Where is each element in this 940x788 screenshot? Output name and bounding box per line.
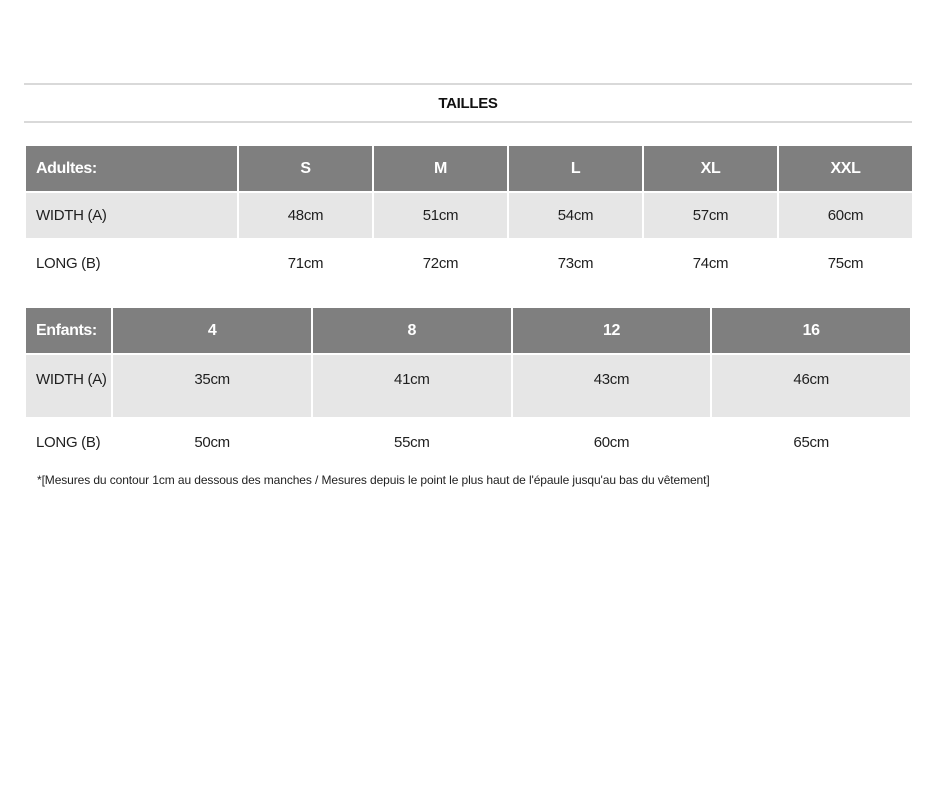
table-cell: 43cm bbox=[513, 355, 711, 417]
table-cell: 48cm bbox=[239, 193, 372, 238]
size-chart-title-band bbox=[24, 83, 912, 123]
table-row bbox=[26, 355, 910, 417]
kids-size-table bbox=[24, 306, 912, 468]
size-header-s: S bbox=[239, 146, 372, 191]
table-cell: 41cm bbox=[313, 355, 511, 417]
table-row bbox=[26, 419, 910, 466]
table-cell: 60cm bbox=[593, 434, 630, 451]
kids-header-label: Enfants: bbox=[26, 308, 111, 353]
row-label-width: WIDTH (A) bbox=[26, 193, 237, 238]
table-cell: 60cm bbox=[779, 193, 912, 238]
adult-size-table bbox=[24, 144, 914, 289]
table-cell: 72cm bbox=[422, 255, 459, 272]
table-cell: 54cm bbox=[509, 193, 642, 238]
size-header-xl: XL bbox=[644, 146, 777, 191]
table-cell: 73cm bbox=[557, 255, 594, 272]
size-header-xxl: XXL bbox=[779, 146, 912, 191]
table-cell: 57cm bbox=[644, 193, 777, 238]
size-header-12: 12 bbox=[513, 308, 711, 353]
table-header-row bbox=[26, 146, 912, 191]
table-cell: 65cm bbox=[793, 434, 829, 451]
table-cell: 35cm bbox=[113, 355, 311, 417]
size-header-l: L bbox=[509, 146, 642, 191]
size-header-16: 16 bbox=[712, 308, 910, 353]
row-label-long: LONG (B) bbox=[36, 434, 101, 451]
row-label-long: LONG (B) bbox=[36, 255, 101, 272]
table-cell: 74cm bbox=[692, 255, 729, 272]
row-label-width: WIDTH (A) bbox=[26, 355, 111, 417]
size-chart-title: TAILLES bbox=[438, 94, 498, 112]
adults-header-label: Adultes: bbox=[26, 146, 237, 191]
table-row bbox=[26, 240, 912, 287]
table-cell: 55cm bbox=[394, 434, 430, 451]
size-header-m: M bbox=[374, 146, 507, 191]
table-cell: 46cm bbox=[712, 355, 910, 417]
table-header-row bbox=[26, 308, 910, 353]
measurement-footnote: *[Mesures du contour 1cm au dessous des manches / Mesures depuis le point le plus haut de l'épaule jusqu'au bas du vêtement] bbox=[37, 473, 710, 487]
table-cell: 75cm bbox=[827, 255, 864, 272]
table-row bbox=[26, 193, 912, 238]
table-cell: 50cm bbox=[194, 434, 230, 451]
table-cell: 71cm bbox=[287, 255, 324, 272]
size-header-4: 4 bbox=[113, 308, 311, 353]
table-cell: 51cm bbox=[374, 193, 507, 238]
size-header-8: 8 bbox=[313, 308, 511, 353]
